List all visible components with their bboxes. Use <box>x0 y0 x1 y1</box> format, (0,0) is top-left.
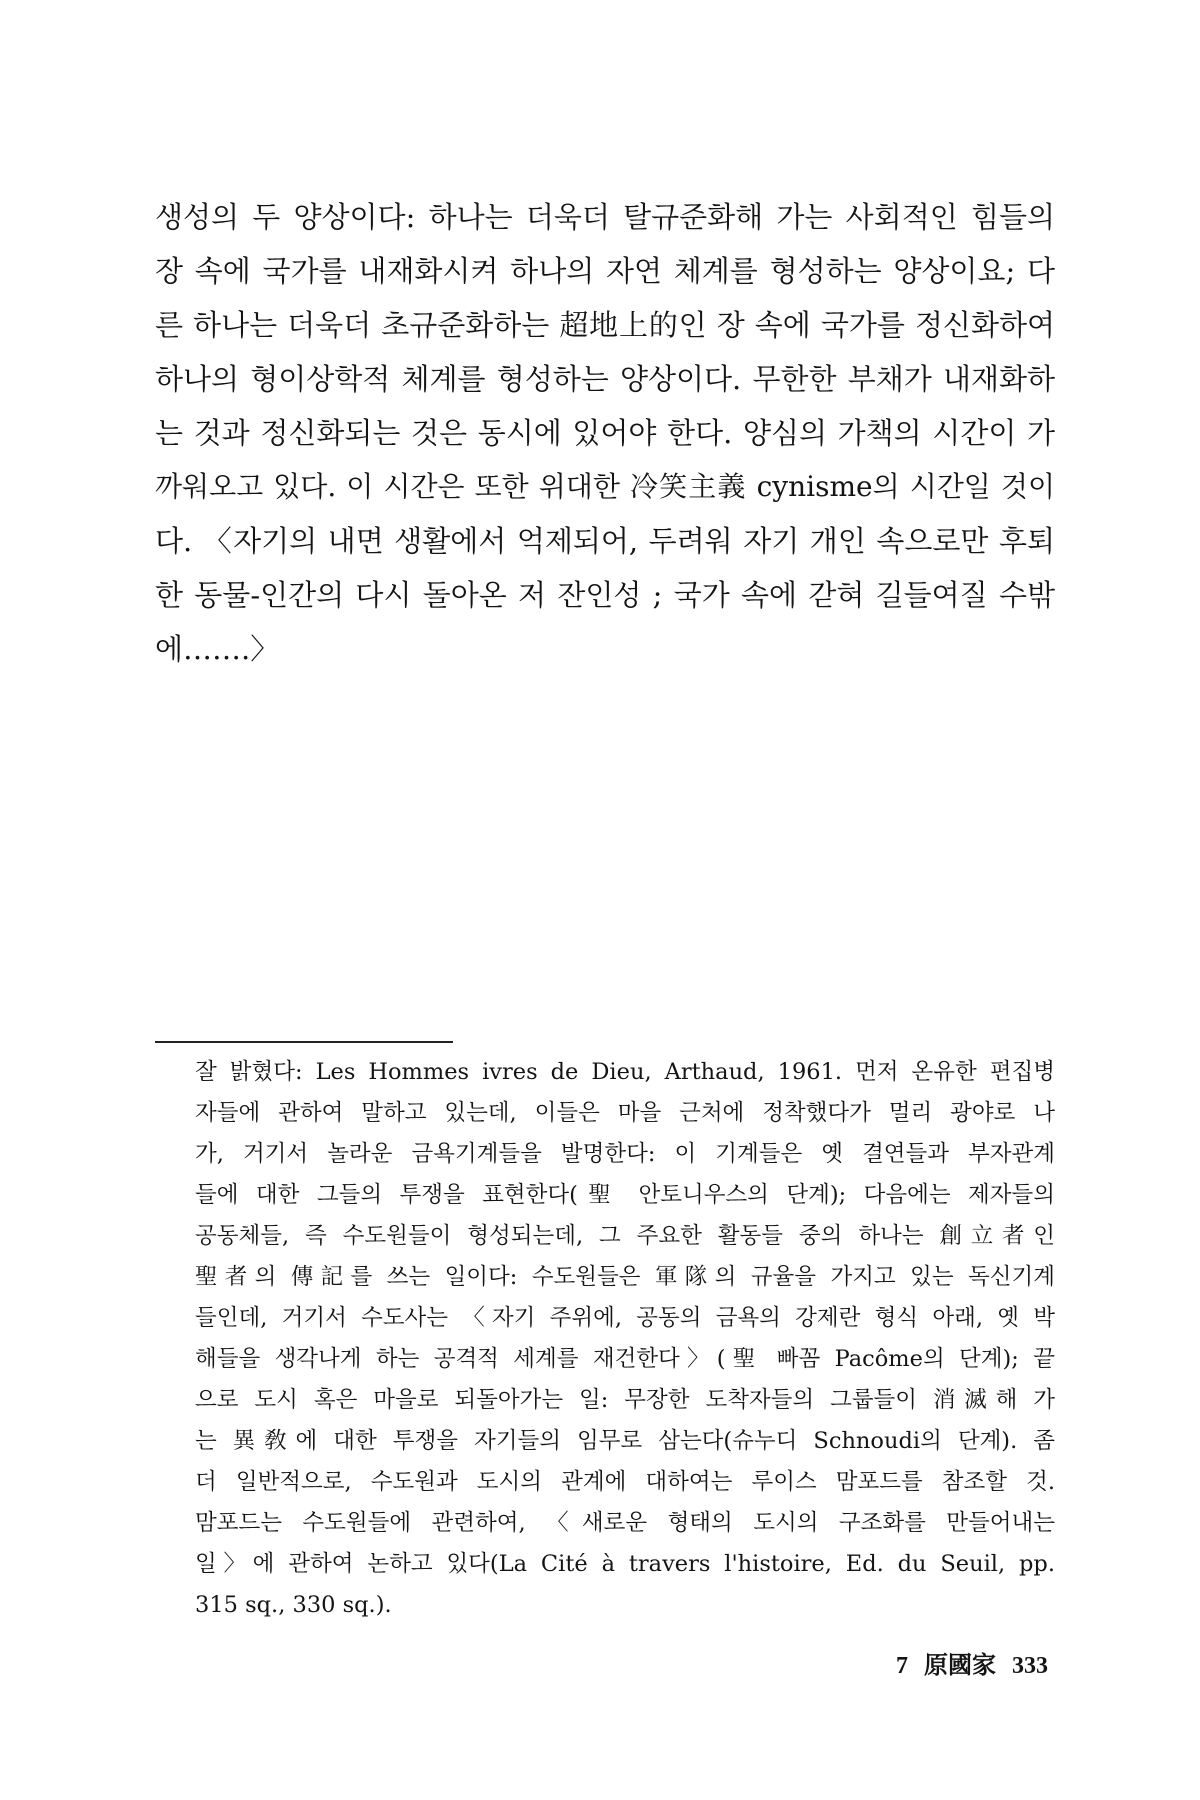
footnote <box>195 1052 1055 1626</box>
footnote-line: 는 異敎에 대한 투쟁을 자기들의 임무로 삼는다(슈누디 Schnoudi의 단계). 좀 <box>195 1428 1055 1454</box>
body-text-line: 장 속에 국가를 내재화시켜 하나의 자연 체계를 형성하는 양상이요; 다 <box>155 254 1055 288</box>
body-text-line: 는 것과 정신화되는 것은 동시에 있어야 한다. 양심의 가책의 시간이 가 <box>155 416 1055 450</box>
footnote-line: 聖者의 傳記를 쓰는 일이다: 수도원들은 軍隊의 규율을 가지고 있는 독신기계 <box>195 1264 1055 1290</box>
footnote-line: 으로 도시 혹은 마을로 되돌아가는 일: 무장한 도착자들의 그룹들이 消滅해 가 <box>195 1387 1055 1413</box>
footnote-line: 가, 거기서 놀라운 금욕기계들을 발명한다: 이 기계들은 옛 결연들과 부자관계 <box>195 1141 1055 1167</box>
footnote-line: 자들에 관하여 말하고 있는데, 이들은 마을 근처에 정착했다가 멀리 광야로 나 <box>195 1100 1055 1126</box>
footnote-line: 315 sq., 330 sq.). <box>195 1592 392 1618</box>
body-text-line: 에…….〉 <box>155 632 280 666</box>
footnote-line: 들인데, 거기서 수도사는 〈자기 주위에, 공동의 금욕의 강제란 형식 아래, 옛 박 <box>195 1305 1055 1331</box>
page-number: 333 <box>1012 1653 1048 1679</box>
footnote-line: 공동체들, 즉 수도원들이 형성되는데, 그 주요한 활동들 중의 하나는 創立者인 <box>195 1223 1055 1249</box>
footnote-line: 더 일반적으로, 수도원과 도시의 관계에 대하여는 루이스 맘포드를 참조할 것. <box>195 1469 1055 1495</box>
body-text-line: 다. 〈자기의 내면 생활에서 억제되어, 두려워 자기 개인 속으로만 후퇴 <box>155 524 1055 558</box>
running-footer <box>896 1645 1048 1680</box>
body-text-line: 하나의 형이상학적 체계를 형성하는 양상이다. 무한한 부채가 내재화하 <box>155 362 1055 396</box>
body-text <box>155 190 1055 676</box>
footnote-line: 잘 밝혔다: Les Hommes ivres de Dieu, Arthaud, 1961. 먼저 온유한 편집병 <box>195 1059 1055 1085</box>
body-text-line: 른 하나는 더욱더 초규준화하는 超地上的인 장 속에 국가를 정신화하여 <box>155 308 1055 342</box>
footnote-line: 맘포드는 수도원들에 관련하여, 〈새로운 형태의 도시의 구조화를 만들어내는 <box>195 1510 1055 1536</box>
footnote-line: 일〉에 관하여 논하고 있다(La Cité à travers l'histoire, Ed. du Seuil, pp. <box>195 1551 1055 1577</box>
chapter-number: 7 <box>896 1653 908 1679</box>
footnote-separator <box>155 1041 453 1043</box>
chapter-title: 原國家 <box>924 1653 996 1679</box>
body-text-line: 까워오고 있다. 이 시간은 또한 위대한 冷笑主義 cynisme의 시간일 것이 <box>155 470 1055 503</box>
footnote-line: 해들을 생각나게 하는 공격적 세계를 재건한다〉(聖 빠꼼 Pacôme의 단계); 끝 <box>195 1346 1055 1372</box>
footnote-line: 들에 대한 그들의 투쟁을 표현한다(聖 안토니우스의 단계); 다음에는 제자들의 <box>195 1182 1055 1208</box>
body-text-line: 생성의 두 양상이다: 하나는 더욱더 탈규준화해 가는 사회적인 힘들의 <box>155 200 1055 234</box>
body-text-line: 한 동물-인간의 다시 돌아온 저 잔인성 ; 국가 속에 갇혀 길들여질 수밖 <box>155 578 1055 612</box>
